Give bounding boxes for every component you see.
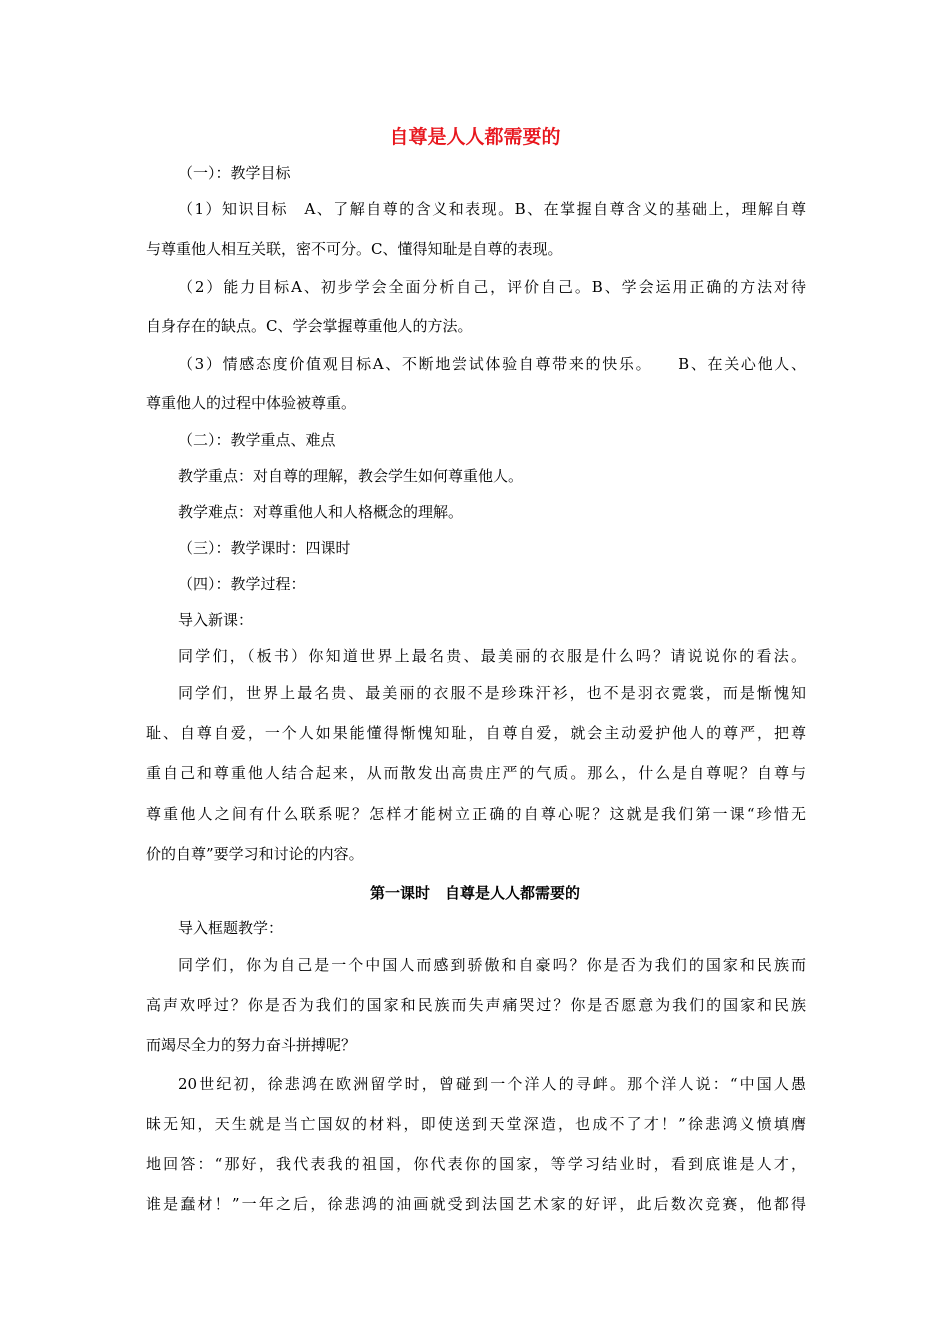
paragraph-line: （1）知识目标 A、了解自尊的含义和表现。B、在掌握自尊含义的基础上，理解自尊 xyxy=(178,200,806,218)
paragraph-line: 同学们，你为自己是一个中国人而感到骄傲和自豪吗？你是否为我们的国家和民族而 xyxy=(178,956,806,974)
paragraph-line: 同学们，世界上最名贵、最美丽的衣服不是珍珠汗衫，也不是羽衣霓裳，而是惭愧知 xyxy=(178,684,806,702)
paragraph-line: 尊重他人的过程中体验被尊重。 xyxy=(146,394,357,412)
paragraph-line: 谁是蠢材！”一年之后，徐悲鸿的油画就受到法国艺术家的好评，此后数次竞赛，他都得 xyxy=(146,1195,806,1213)
paragraph-line: 耻、自尊自爱，一个人如果能懂得惭愧知耻，自尊自爱，就会主动爱护他人的尊严，把尊 xyxy=(146,724,806,742)
paragraph-line: （3）情感态度价值观目标A、不断地尝试体验自尊带来的快乐。 B、在关心他人、 xyxy=(178,355,806,373)
teaching-difficulty: 教学难点：对尊重他人和人格概念的理解。 xyxy=(178,503,464,521)
paragraph-line: 昧无知，天生就是当亡国奴的材料，即使送到天堂深造，也成不了才！”徐悲鸿义愤填膺 xyxy=(146,1115,806,1133)
paragraph-line: 而竭尽全力的努力奋斗拼搏呢？ xyxy=(146,1036,357,1054)
paragraph-line: 20世纪初，徐悲鸿在欧洲留学时，曾碰到一个洋人的寻衅。那个洋人说：“中国人愚 xyxy=(178,1075,806,1093)
paragraph-line: 高声欢呼过？你是否为我们的国家和民族而失声痛哭过？你是否愿意为我们的国家和民族 xyxy=(146,996,806,1014)
paragraph-line: 地回答：“那好，我代表我的祖国，你代表你的国家，等学习结业时，看到底谁是人才， xyxy=(146,1155,806,1173)
paragraph-line: 与尊重他人相互关联，密不可分。C、懂得知耻是自尊的表现。 xyxy=(146,240,563,258)
section-heading-objectives: （一）：教学目标 xyxy=(178,164,291,182)
document-title: 自尊是人人都需要的 xyxy=(389,126,561,148)
paragraph-line: 自身存在的缺点。C、学会掌握尊重他人的方法。 xyxy=(146,317,473,335)
paragraph-line: 重自己和尊重他人结合起来，从而散发出高贵庄严的气质。那么，什么是自尊呢？自尊与 xyxy=(146,764,806,782)
section-heading-periods: （三）：教学课时：四课时 xyxy=(178,539,351,557)
intro-label: 导入新课： xyxy=(178,611,254,629)
paragraph-line: 同学们，（板书）你知道世界上最名贵、最美丽的衣服是什么吗？请说说你的看法。 xyxy=(178,647,806,665)
teaching-focus: 教学重点：对自尊的理解，教会学生如何尊重他人。 xyxy=(178,467,524,485)
section-heading-process: （四）：教学过程： xyxy=(178,575,306,593)
lesson-intro-label: 导入框题教学： xyxy=(178,919,284,937)
section-heading-keypoints: （二）：教学重点、难点 xyxy=(178,431,336,449)
lesson-heading: 第一课时 自尊是人人都需要的 xyxy=(369,884,580,902)
paragraph-line: （2）能力目标A、初步学会全面分析自己，评价自己。B、学会运用正确的方法对待 xyxy=(178,278,806,296)
paragraph-line: 价的自尊”要学习和讨论的内容。 xyxy=(146,845,364,863)
paragraph-line: 尊重他人之间有什么联系呢？怎样才能树立正确的自尊心呢？这就是我们第一课“珍惜无 xyxy=(146,805,806,823)
